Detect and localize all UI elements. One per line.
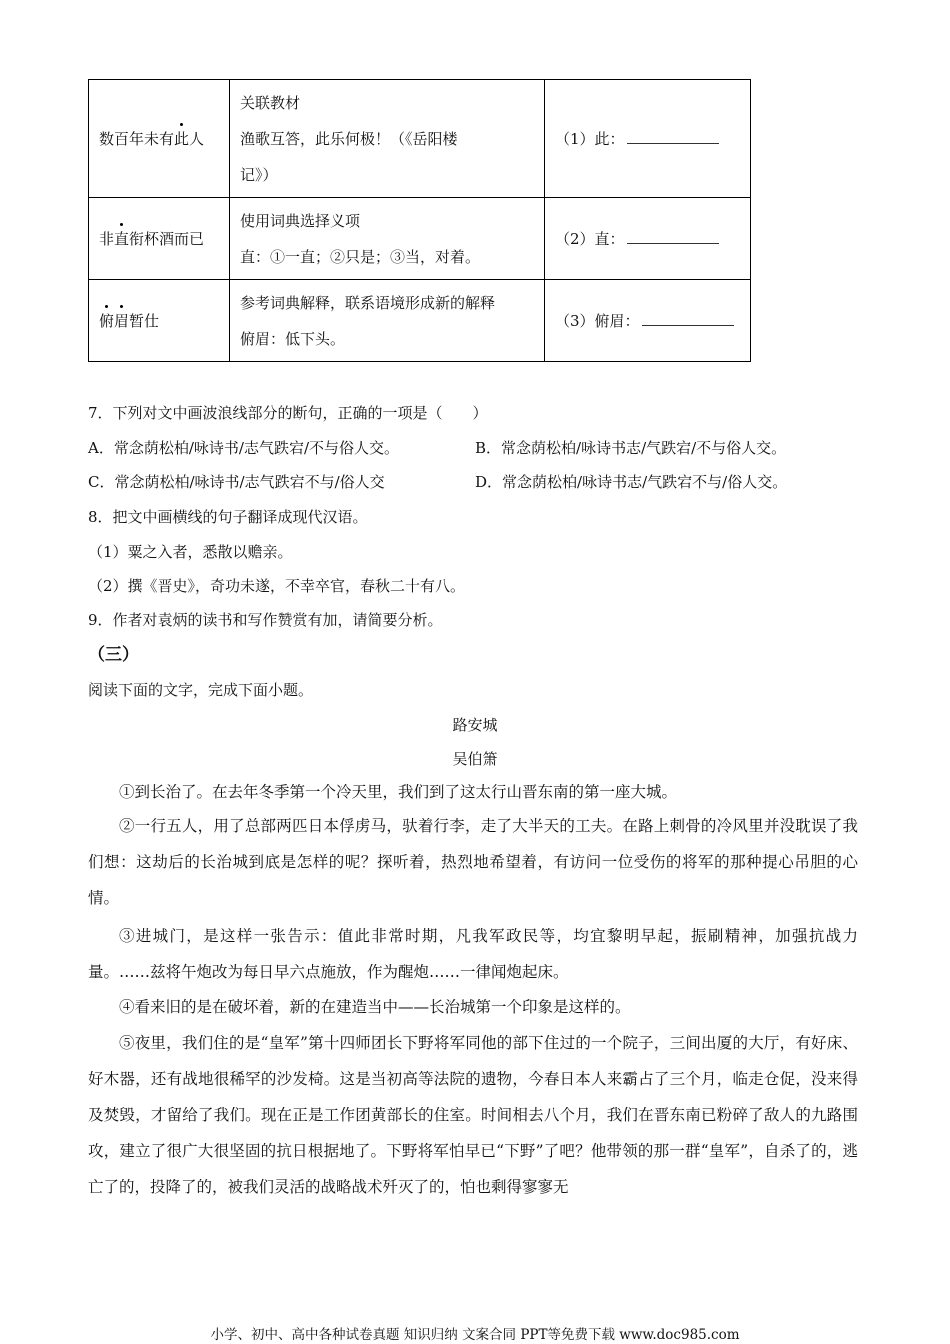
table-row bbox=[89, 80, 751, 198]
option-b[interactable]: B．常念荫松柏/咏诗书志/气跌宕/不与俗人交。 bbox=[475, 439, 787, 457]
option-c[interactable]: C．常念荫松柏/咏诗书/志气跌宕不与/俗人交 bbox=[88, 473, 385, 491]
emphasis-char: 此 bbox=[174, 130, 190, 148]
question-7-stem: 7．下列对文中画波浪线部分的断句，正确的一项是（ ） bbox=[88, 404, 488, 422]
emphasis-char: 俯 bbox=[99, 312, 115, 330]
answer-blank[interactable] bbox=[627, 129, 719, 144]
method-cell: 关联教材 渔歌互答，此乐何极！（《岳阳楼 记》） bbox=[230, 80, 545, 198]
paragraph-5: ⑤夜里，我们住的是“皇军”第十四师团长下野将军同他的部下住过的一个院子，三间出厦的大厅，有好床、好木器，还有战地很稀罕的沙发椅。这是当初高等法院的遗物，今春日本人来霸占了三个月，临走仓促，没来得及焚毁，才留给了我们。现在正是工作团黄部长的住室。时间相去八个月，我们在晋东南已粉碎了敌人的九路围攻，建立了很广大很坚固的抗日根据地了。下野将军怕早已“下野”了吧？他带领的那一群“皇军”，自杀了的，逃亡了的，投降了的，被我们灵活的战略战术歼灭了的，怕也剩得寥寥无 bbox=[88, 1034, 858, 1196]
option-d[interactable]: D．常念荫松柏/咏诗书志/气跌宕不与/俗人交。 bbox=[475, 473, 788, 491]
answer-cell: （3）俯眉： bbox=[545, 280, 751, 362]
method-cell: 参考词典解释，联系语境形成新的解释 俯眉：低下头。 bbox=[230, 280, 545, 362]
vocab-table bbox=[88, 79, 751, 362]
option-a[interactable]: A．常念荫松柏/咏诗书/志气跌宕/不与俗人交。 bbox=[88, 439, 399, 457]
word-cell: 数百年未有此人 bbox=[89, 80, 230, 198]
table-row bbox=[89, 280, 751, 362]
table-row bbox=[89, 198, 751, 280]
section-instruction: 阅读下面的文字，完成下面小题。 bbox=[88, 681, 314, 699]
answer-blank[interactable] bbox=[627, 229, 719, 244]
page-footer: 小学、初中、高中各种试卷真题 知识归纳 文案合同 PPT等免费下载 www.doc985.com bbox=[210, 1327, 740, 1343]
paragraph-3: ③进城门，是这样一张告示：值此非常时期，凡我军政民等，均宜黎明早起，振刷精神，加强抗战力量。……兹将午炮改为每日早六点施放，作为醒炮……一律闻炮起床。 bbox=[88, 927, 858, 981]
article-title: 路安城 bbox=[452, 716, 498, 734]
word-cell: 俯眉暂仕 bbox=[89, 280, 230, 362]
question-9-stem: 9．作者对袁炳的读书和写作赞赏有加，请简要分析。 bbox=[88, 611, 443, 629]
method-cell: 使用词典选择义项 直：①一直；②只是；③当，对着。 bbox=[230, 198, 545, 280]
article-author: 吴伯箫 bbox=[452, 750, 498, 768]
question-8-sentence-2: （2）撰《晋史》，奇功未遂，不幸卒官，春秋二十有八。 bbox=[88, 577, 466, 595]
question-8-stem: 8．把文中画横线的句子翻译成现代汉语。 bbox=[88, 508, 368, 526]
section-heading: （三） bbox=[88, 645, 139, 665]
paragraph-1: ①到长治了。在去年冬季第一个冷天里，我们到了这太行山晋东南的第一座大城。 bbox=[119, 783, 678, 801]
answer-cell: （1）此： bbox=[545, 80, 751, 198]
word-cell: 非直衔杯酒而已 bbox=[89, 198, 230, 280]
question-8-sentence-1: （1）粟之入者，悉散以赡亲。 bbox=[88, 543, 293, 561]
emphasis-char: 直 bbox=[114, 230, 130, 248]
answer-cell: （2）直： bbox=[545, 198, 751, 280]
emphasis-char: 眉 bbox=[114, 312, 130, 330]
paragraph-4: ④看来旧的是在破坏着，新的在建造当中——长治城第一个印象是这样的。 bbox=[119, 998, 631, 1016]
answer-blank[interactable] bbox=[642, 311, 734, 326]
paragraph-2: ②一行五人，用了总部两匹日本俘虏马，驮着行李，走了大半天的工夫。在路上刺骨的冷风里并没耽误了我们想：这劫后的长治城到底是怎样的呢？探听着，热烈地希望着，有访问一位受伤的将军的那种提心吊胆的心情。 bbox=[88, 817, 858, 907]
